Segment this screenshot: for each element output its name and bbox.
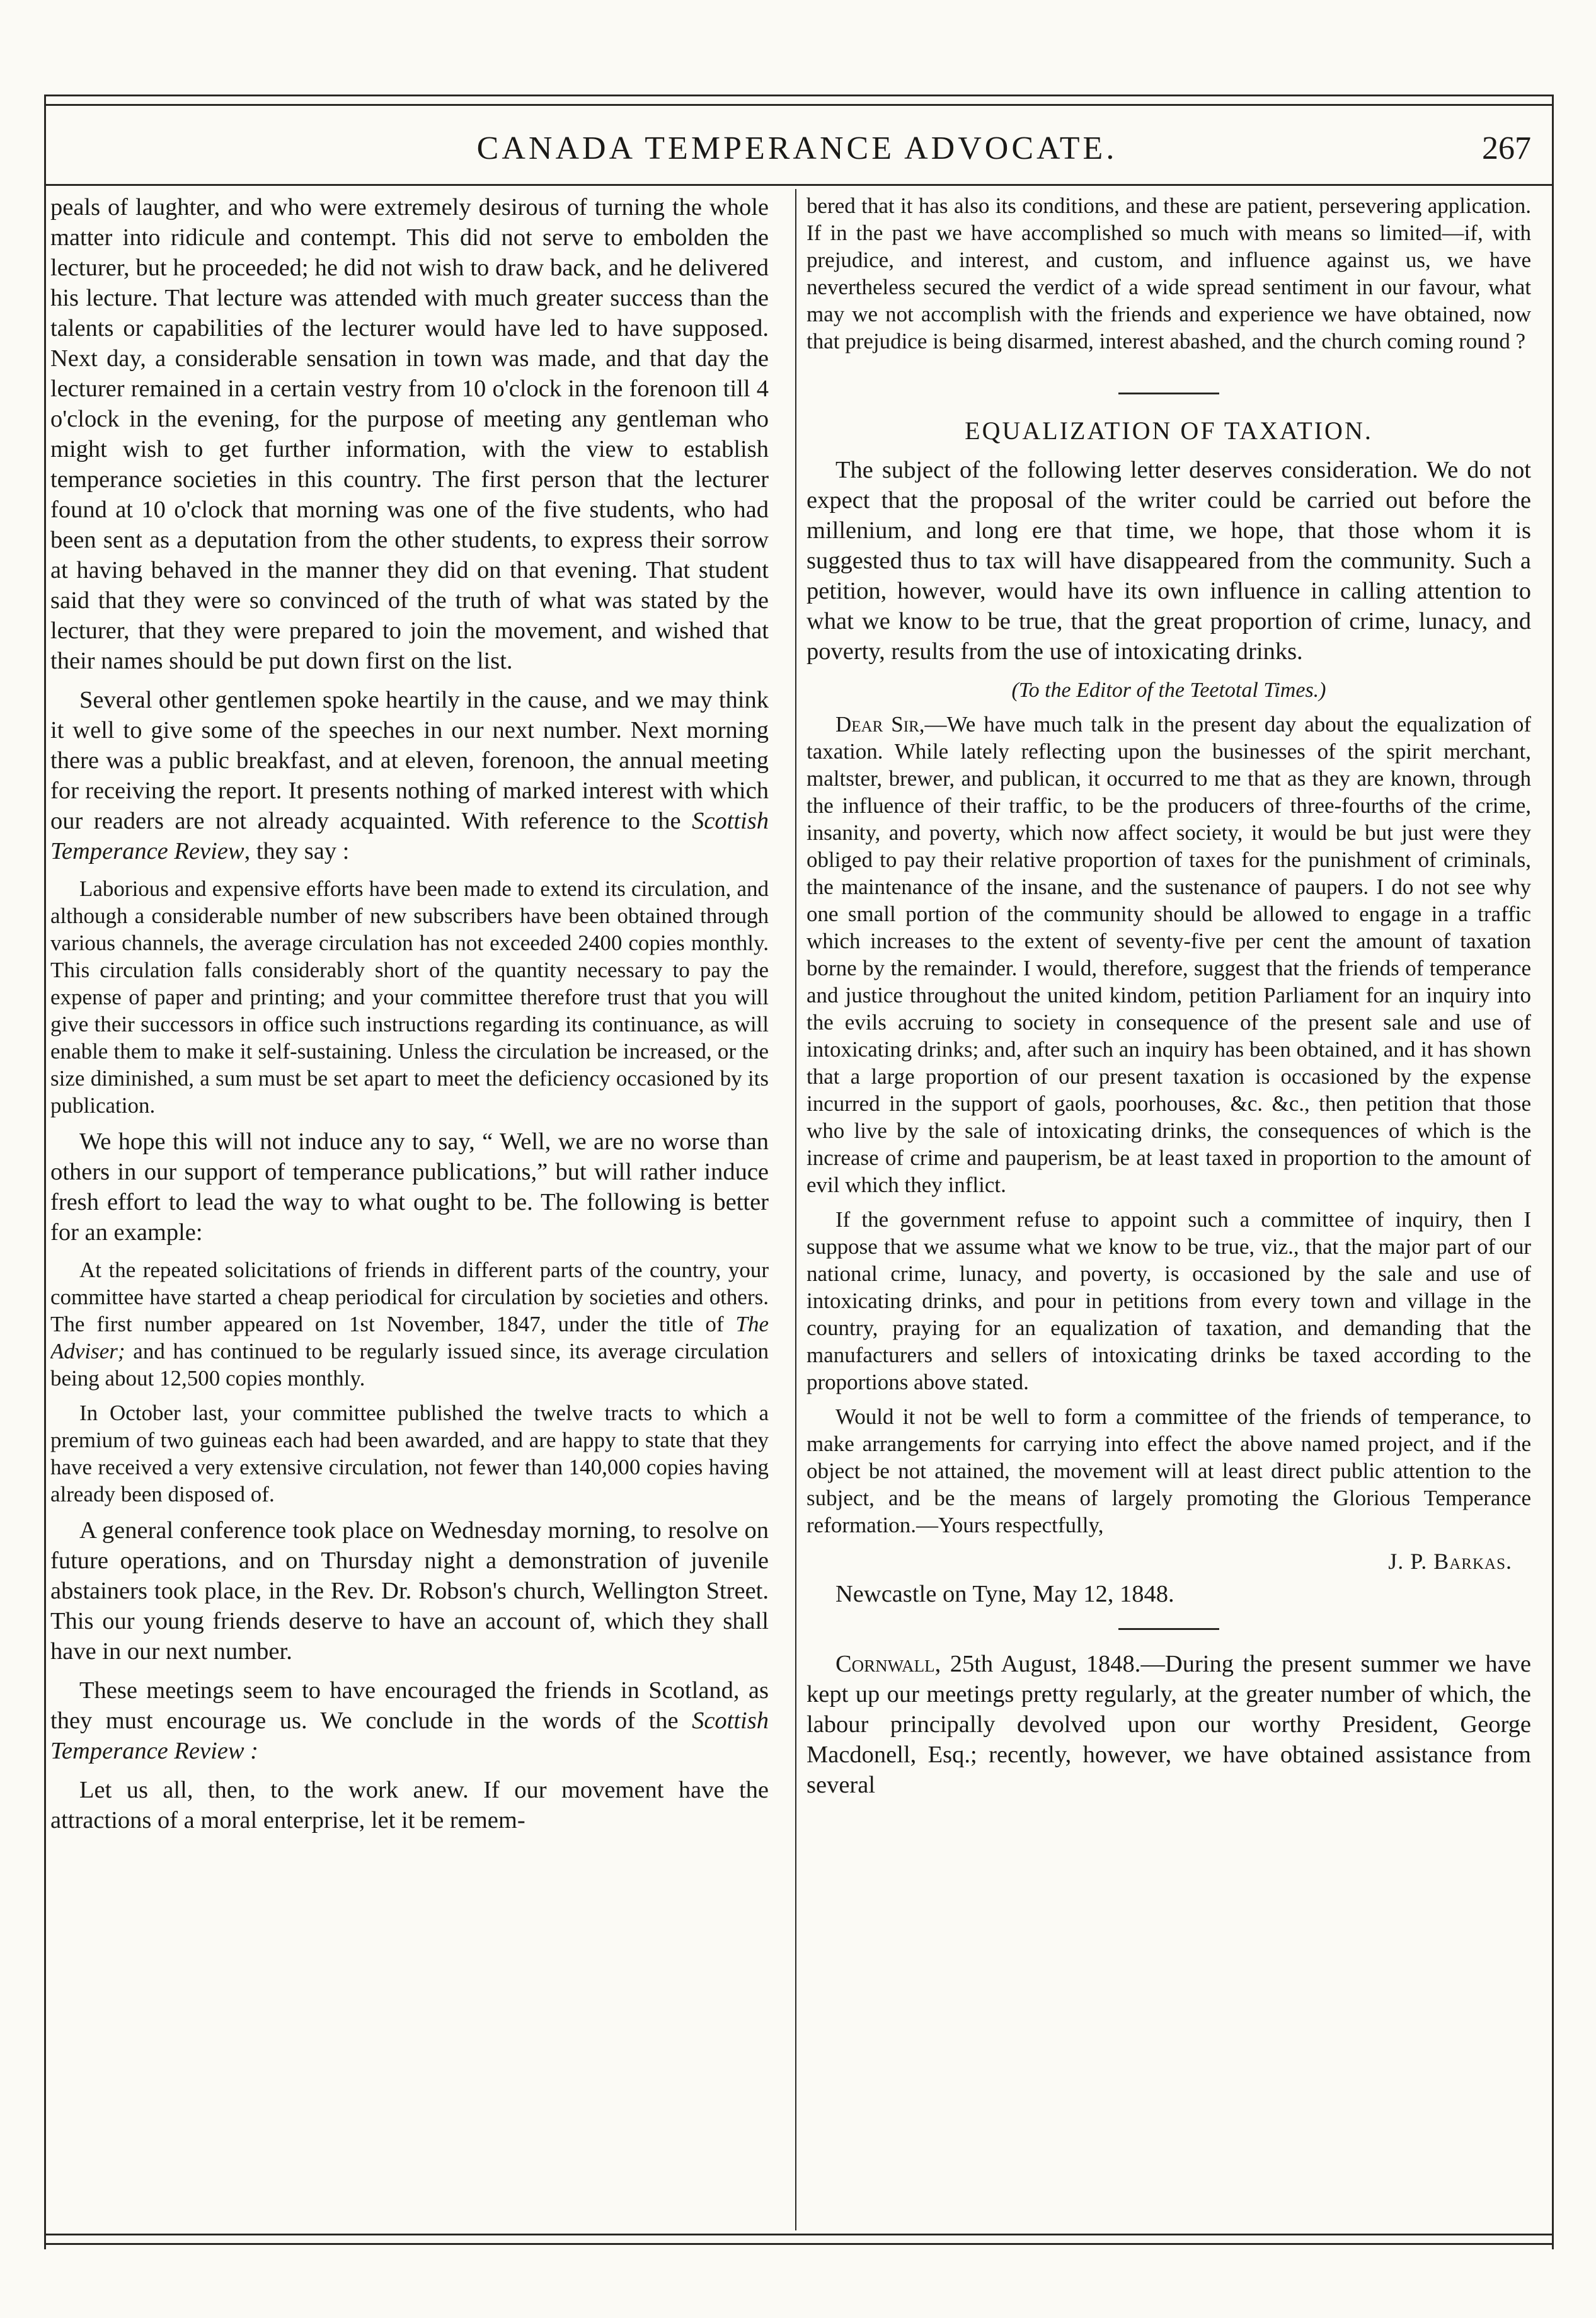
section-heading: EQUALIZATION OF TAXATION. <box>965 416 1373 445</box>
right-column <box>807 192 1531 2227</box>
header-rule <box>44 184 1554 186</box>
quoted-report: In October last, your committee published the twelve tracts to which a premium of two guineas each had been awarded, and are happy to state that they have received a very extensive circulation, not fewer than 140,000 copies having already been disposed of. <box>50 1401 769 1506</box>
article-paragraph: A general conference took place on Wednesday morning, to resolve on future operations, and on Thursday night a demonstration of juvenile abstainers took place, in the Rev. Dr. Robson's church, Wellington Street. This our young friends deserve to have an account of, which they shall have in our next number. <box>50 1517 769 1665</box>
letter-paragraph: Would it not be well to form a committee of the friends of temperance, to make arrangements for carrying into effect the above named project, and if the object be not attained, the movement will at least direct public attention to the subject, and be the means of largely promoting the Glorious Temperance reformation.—Yours respectfully, <box>807 1404 1531 1537</box>
section-separator <box>1118 1628 1219 1630</box>
left-column <box>50 192 769 2227</box>
news-paragraph: Cornwall, 25th August, 1848.—During the present summer we have kept up our meetings pretty regularly, at the greater number of which, the labour principally devolved upon our worthy President, George Macdonell, Esq.; recently, however, we have obtained assistance from several <box>807 1651 1531 1798</box>
bottom-border-rule-inner <box>44 2243 1554 2245</box>
column-divider <box>795 189 796 2230</box>
top-border-rule-inner <box>44 104 1554 106</box>
section-separator <box>1118 393 1219 394</box>
article-paragraph: We hope this will not induce any to say, “ Well, we are no worse than others in our support of temperance publications,” but will rather induce fresh effort to lead the way to what ought to be. The following is better for an example: <box>50 1128 769 1246</box>
article-paragraph: peals of laughter, and who were extremely desirous of turning the whole matter into ridicule and contempt. This did not serve to embolden the lecturer, but he proceeded; he did not wish to draw back, and he delivered his lecture. That lecture was attended with much greater success than the talents or capabilities of the lecturer would have led to have supposed. Next day, a considerable sensation in town was made, and that day the lecturer remained in a certain vestry from 10 o'clock in the forenoon till 4 o'clock in the evening, for the purpose of meeting any gentleman who might wish to get further information, with the view to establish temperance societies in this country. The first person that the lecturer found at 10 o'clock that morning was one of the five students, who had been sent as a deputation from the other students, to express their sorrow at having behaved in the manner they did on that evening. That student said that they were so convinced of the truth of what was stated by the lecturer, that they were prepared to join the movement, and wished that their names should be put down first on the list. <box>50 194 769 674</box>
article-paragraph: Several other gentlemen spoke heartily in the cause, and we may think it well to give some of the speeches in our next number. Next morning there was a public breakfast, and at eleven, forenoon, the annual meeting for receiving the report. It presents nothing of marked interest with which our readers are not already acquainted. With reference to the Scottish Temperance Review, they say : <box>50 687 769 864</box>
letter-signature: J. P. Barkas. <box>1388 1549 1512 1574</box>
letter-address-line: (To the Editor of the Teetotal Times.) <box>1011 679 1326 702</box>
bottom-border-rule <box>44 2234 1554 2235</box>
letter-paragraph: If the government refuse to appoint such a committee of inquiry, then I suppose that we assume what we know to be true, viz., that the major part of our national crime, lunacy, and poverty, is occasioned by the sale and use of intoxicating drinks, and pour in petitions from every town and village in the country, praying for an equalization of taxation, and demanding that the manufacturers and sellers of intoxicating drinks be taxed according to the proportions above stated. <box>807 1207 1531 1394</box>
editorial-intro: The subject of the following letter deserves consideration. We do not expect that the proposal of the writer could be carried out before the millenium, and long ere that time, we hope, that those whom it is suggested thus to tax will have disappeared from the community. Such a petition, however, would have its own influence in calling attention to what we know to be true, that the great proportion of crime, lunacy, and poverty, results from the use of intoxicating drinks. <box>807 457 1531 665</box>
letter-dateline: Newcastle on Tyne, May 12, 1848. <box>835 1581 1174 1607</box>
quoted-report: At the repeated solicitations of friends in different parts of the country, your committee have started a cheap periodical for circulation by societies and others. The first number appeared on 1st November, 1847, under the title of The Adviser; and has continued to be regularly issued since, its average circulation being about 12,500 copies monthly. <box>50 1258 769 1391</box>
letter-paragraph: Dear Sir,—We have much talk in the present day about the equalization of taxation. While lately reflecting upon the businesses of the spirit merchant, maltster, brewer, and publican, it occurred to me that as they are known, through the influence of their traffic, to be the producers of three-fourths of the crime, insanity, and poverty, which now affect society, it would be but just were they obliged to pay their relative proportion of taxes for the punishment of criminals, the maintenance of the insane, and the sustenance of paupers. I do not see why one small portion of the community should be allowed to engage in a traffic which increases to the extent of seventy-five per cent the amount of taxation borne by the remainder. I would, therefore, suggest that the friends of temperance and justice throughout the united kindom, petition Parliament for an inquiry into the evils accruing to society in consequence of the present sale and use of intoxicating drinks; and, after such an inquiry has been obtained, and it has shown that a large proportion of our present taxation is occasioned by the expense incurred in the support of gaols, poorhouses, &c. &c., then petition that those who live by the sale of intoxicating drinks, the consequences of which is the increase of crime and pauperism, be at least taxed in proportion to the amount of evil which they inflict. <box>807 712 1531 1197</box>
quoted-report: Laborious and expensive efforts have been made to extend its circulation, and although a considerable number of new subscribers have been obtained through various channels, the average circulation has not exceeded 2400 copies monthly. This circulation falls considerably short of the quantity necessary to pay the expense of paper and printing; and your committee therefore trust that you will give their successors in office such instructions regarding its continuance, as will enable them to make it self-sustaining. Unless the circulation be increased, or the size diminished, a sum must be set apart to meet the deficiency occasioned by its publication. <box>50 876 769 1118</box>
top-border-rule <box>44 95 1554 96</box>
page-number: 267 <box>1482 130 1531 166</box>
running-header <box>44 123 1550 180</box>
article-paragraph: Let us all, then, to the work anew. If our movement have the attractions of a moral enterprise, let it be remem- <box>50 1777 769 1833</box>
quoted-report-continued: bered that it has also its conditions, and these are patient, persevering application. If in the past we have accomplished so much with means so limited—if, with prejudice, and interest, and custom, and influence against us, we have nevertheless secured the verdict of a wide spread sentiment in our favour, what may we not accomplish with the friends and experience we have obtained, now that prejudice is being disarmed, interest abashed, and the church coming round ? <box>807 193 1531 353</box>
article-paragraph: These meetings seem to have encouraged the friends in Scotland, as they must encourage us. We conclude in the words of the Scottish Temperance Review : <box>50 1677 769 1764</box>
publication-title: CANADA TEMPERANCE ADVOCATE. <box>476 130 1118 166</box>
